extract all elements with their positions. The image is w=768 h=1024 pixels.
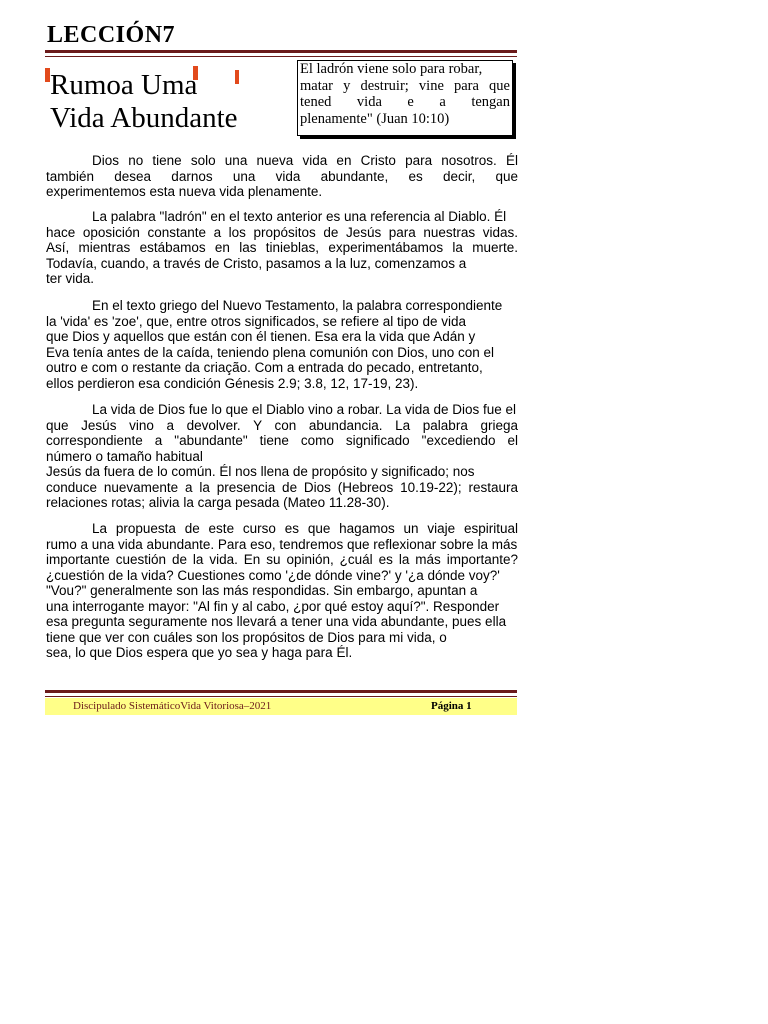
quote-line: El ladrón viene solo para robar,	[300, 61, 483, 77]
paragraph-3	[46, 298, 518, 391]
heading-line-1: Rumoa Uma	[50, 69, 198, 101]
text-line: La propuesta de este curso es que hagamos un viaje espiritual	[92, 521, 518, 536]
text-line: relaciones rotas; alivia la carga pesada (Mateo 11.28-30).	[46, 495, 390, 510]
text-line: La palabra "ladrón" en el texto anterior es una referencia al Diablo. Él	[92, 209, 507, 224]
lesson-title: LECCIÓN7	[47, 22, 176, 48]
text-line: tiene que ver con cuáles son los propósitos de Dios para mi vida, o	[46, 629, 447, 645]
text-line: sea, lo que Dios espera que yo sea y haga para Él.	[46, 645, 353, 660]
paragraph-5	[46, 521, 518, 661]
text-line: que Jesús vino a devolver. Y con abundancia. La palabra griega	[46, 417, 518, 433]
text-line: "Vou?" generalmente son las más respondidas. Sin embargo, apuntan a	[46, 583, 478, 598]
text-line: Jesús da fuera de lo común. Él nos llena de propósito y significado; nos	[46, 464, 475, 479]
text-line: experimentemos esta nueva vida plenamente.	[46, 184, 323, 199]
text-line: esa pregunta seguramente nos llevará a tener una vida abundante, pues ella	[46, 614, 507, 629]
text-line: En el texto griego del Nuevo Testamento, la palabra correspondiente	[92, 298, 503, 313]
quote-line: tened vida e a tengan	[300, 94, 510, 110]
header-rule	[45, 50, 517, 57]
text-line: Así, mientras estábamos en las tinieblas, experimentábamos la muerte.	[46, 240, 518, 255]
lesson-heading	[45, 66, 285, 138]
quote-line: plenamente" (Juan 10:10)	[300, 110, 450, 127]
page-footer	[45, 698, 517, 715]
text-line: conduce nuevamente a la presencia de Dios (Hebreos 10.19-22); restaura	[46, 479, 518, 495]
text-line: ¿cuestión de la vida? Cuestiones como '¿de dónde vine?' y '¿a dónde voy?'	[46, 567, 500, 583]
text-line: Eva tenía antes de la caída, teniendo plena comunión con Dios, uno con el	[46, 344, 495, 360]
text-line: La vida de Dios fue lo que el Diablo vino a robar. La vida de Dios fue el	[92, 402, 517, 417]
text-line: que Dios y aquellos que están con él tienen. Esa era la vida que Adán y	[46, 329, 476, 344]
text-line: número o tamaño habitual	[46, 448, 203, 464]
text-line: hace oposición constante a los propósitos de Jesús para nuestras vidas.	[46, 224, 518, 240]
footer-rule	[45, 690, 517, 697]
text-line: Dios no tiene solo una nueva vida en Cristo para nosotros. Él	[92, 153, 518, 168]
text-line: ellos perdieron esa condición Génesis 2.9; 3.8, 12, 17-19, 23).	[46, 375, 419, 391]
text-line: ter vida.	[46, 271, 95, 286]
text-line: correspondiente a "abundante" tiene como significado "excediendo el	[46, 433, 518, 448]
page-number: Página 1	[431, 700, 472, 712]
text-line: outro e com o restante da criação. Com a entrada do pecado, entretanto,	[46, 360, 483, 375]
text-line: rumo a una vida abundante. Para eso, tendremos que reflexionar sobre la más	[46, 536, 518, 552]
paragraph-2	[46, 209, 518, 287]
quote-line: matar y destruir; vine para que	[300, 77, 510, 94]
scripture-quote-box	[297, 60, 513, 136]
heading-line-2: Vida Abundante	[50, 102, 238, 134]
paragraph-1	[46, 153, 518, 200]
text-line: una interrogante mayor: "Al fin y al cabo, ¿por qué estoy aquí?". Responder	[46, 598, 500, 614]
paragraph-4	[46, 402, 518, 511]
text-line: Todavía, cuando, a través de Cristo, pasamos a la luz, comenzamos a	[46, 255, 467, 271]
text-line: también desea darnos una vida abundante, es decir, que	[46, 168, 518, 184]
text-line: la 'vida' es 'zoe', que, entre otros significados, se refiere al tipo de vida	[46, 313, 467, 329]
accent-mark	[235, 70, 239, 84]
footer-course-name: Discipulado SistemáticoVida Vitoriosa–2021	[73, 700, 272, 712]
text-line: importante cuestión de la vida. En su opinión, ¿cuál es la más importante?	[46, 552, 518, 567]
